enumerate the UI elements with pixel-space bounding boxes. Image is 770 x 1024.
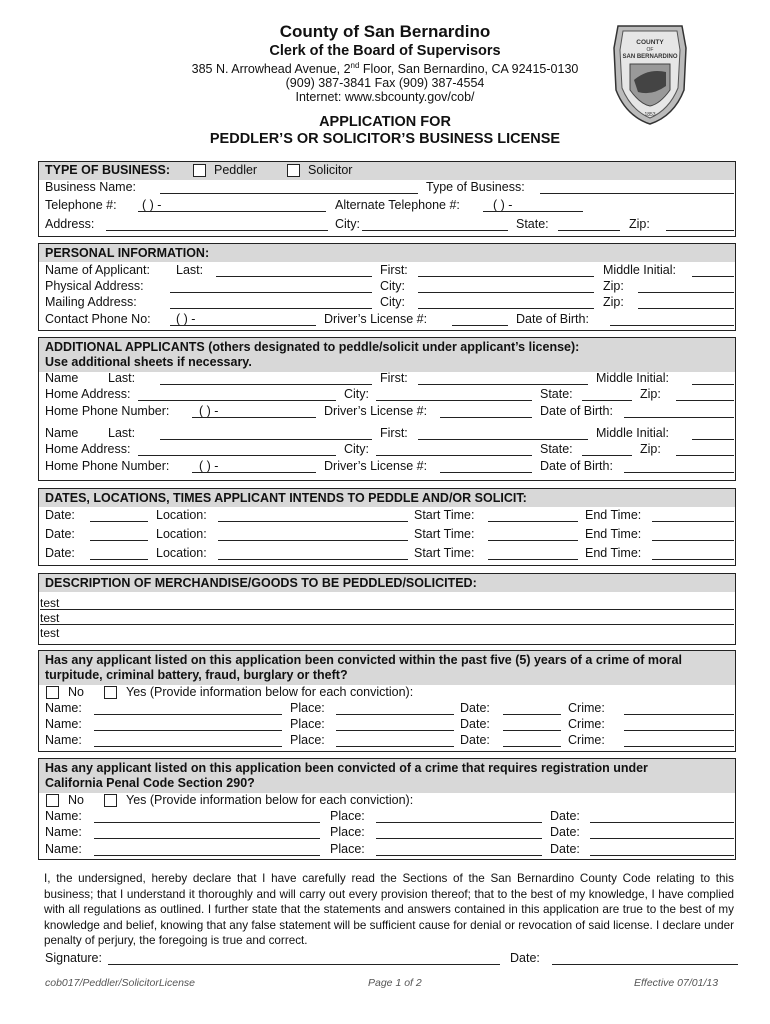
- add2-name-label: Name: [45, 426, 79, 440]
- conv1-row3-date-field[interactable]: [503, 746, 561, 747]
- conviction2-yes-label: Yes (Provide information below for each conviction):: [126, 793, 414, 807]
- add2-last-label: Last:: [108, 426, 136, 440]
- county-seal-icon: [608, 20, 692, 128]
- alt-telephone-label: Alternate Telephone #:: [335, 198, 460, 212]
- conv1-row2-place-label: Place:: [290, 717, 325, 731]
- effective-date: Effective 07/01/13: [634, 977, 719, 989]
- solicitor-checkbox[interactable]: [287, 164, 300, 177]
- description-line-1[interactable]: test: [40, 596, 60, 610]
- conv2-row2-place-label: Place:: [330, 825, 365, 839]
- conviction2-no-checkbox[interactable]: [46, 794, 59, 807]
- conviction1-no-checkbox[interactable]: [46, 686, 59, 699]
- mailing-zip-label: Zip:: [603, 295, 624, 309]
- add2-phone-label: Home Phone Number:: [45, 459, 170, 473]
- start1-label: Start Time:: [414, 508, 475, 522]
- conv1-row2-crime-label: Crime:: [568, 717, 605, 731]
- end2-label: End Time:: [585, 527, 642, 541]
- conv2-row3-place-field[interactable]: [376, 855, 542, 856]
- conv2-row1-name-label: Name:: [45, 809, 82, 823]
- location1-field[interactable]: [218, 521, 408, 522]
- conv1-row2-name-field[interactable]: [94, 730, 282, 731]
- date2-label: Date:: [45, 527, 75, 541]
- form-title-line2: PEDDLER’S OR SOLICITOR’S BUSINESS LICENSE: [209, 131, 561, 147]
- mailing-city-field[interactable]: [418, 308, 594, 309]
- add1-first-field[interactable]: [418, 384, 588, 385]
- conv1-row3-crime-field[interactable]: [624, 746, 734, 747]
- conv1-row3-date-label: Date:: [460, 733, 490, 747]
- add2-dl-field[interactable]: [440, 472, 532, 473]
- conv2-row3-name-label: Name:: [45, 842, 82, 856]
- physical-address-label: Physical Address:: [45, 279, 144, 293]
- add2-zip-label: Zip:: [640, 442, 661, 456]
- add1-phone-format: ( ) -: [199, 404, 219, 418]
- personal-info-title: PERSONAL INFORMATION:: [45, 246, 210, 260]
- conviction1-no-label: No: [68, 685, 84, 699]
- add1-middle-label: Middle Initial:: [596, 371, 669, 385]
- add2-state-label: State:: [540, 442, 573, 456]
- add2-middle-label: Middle Initial:: [596, 426, 669, 440]
- add1-state-field[interactable]: [582, 400, 632, 401]
- add1-phone-label: Home Phone Number:: [45, 404, 170, 418]
- type-of-business-field[interactable]: [540, 193, 734, 194]
- location3-label: Location:: [156, 546, 207, 560]
- drivers-license-label: Driver’s License #:: [324, 312, 428, 326]
- business-name-field[interactable]: [160, 193, 418, 194]
- drivers-license-field[interactable]: [452, 325, 508, 326]
- applicant-first-label: First:: [380, 263, 408, 277]
- contact-phone-field[interactable]: [170, 325, 316, 326]
- conv1-row3-place-field[interactable]: [336, 746, 454, 747]
- add2-zip-field[interactable]: [676, 455, 734, 456]
- business-address-field[interactable]: [106, 230, 328, 231]
- additional-title-line1: ADDITIONAL APPLICANTS (others designated to peddle/solicit under applicant’s license):: [45, 340, 580, 354]
- applicant-last-field[interactable]: [216, 276, 372, 277]
- physical-address-field[interactable]: [170, 292, 372, 293]
- add1-dob-field[interactable]: [624, 417, 734, 418]
- add2-phone-field[interactable]: [192, 472, 316, 473]
- add2-city-label: City:: [344, 442, 369, 456]
- conv2-row2-name-label: Name:: [45, 825, 82, 839]
- end3-label: End Time:: [585, 546, 642, 560]
- conv1-row2-place-field[interactable]: [336, 730, 454, 731]
- conv2-row1-name-field[interactable]: [94, 822, 320, 823]
- add1-home-address-label: Home Address:: [45, 387, 131, 401]
- clerk-title: Clerk of the Board of Supervisors: [269, 43, 501, 59]
- seal-text-name: SAN BERNARDINO: [622, 54, 678, 60]
- date3-field[interactable]: [90, 559, 148, 560]
- add1-zip-label: Zip:: [640, 387, 661, 401]
- contact-phone-format: ( ) -: [176, 312, 196, 326]
- date1-field[interactable]: [90, 521, 148, 522]
- start3-label: Start Time:: [414, 546, 475, 560]
- conv2-row3-date-field[interactable]: [590, 855, 734, 856]
- signature-field[interactable]: [108, 964, 500, 965]
- add1-first-label: First:: [380, 371, 408, 385]
- conv2-row3-date-label: Date:: [550, 842, 580, 856]
- telephone-format: ( ) -: [142, 198, 162, 212]
- start1-field[interactable]: [488, 521, 578, 522]
- add2-phone-format: ( ) -: [199, 459, 219, 473]
- add2-state-field[interactable]: [582, 455, 632, 456]
- mailing-zip-field[interactable]: [638, 308, 734, 309]
- applicant-middle-label: Middle Initial:: [603, 263, 676, 277]
- conv1-row2-crime-field[interactable]: [624, 730, 734, 731]
- add1-city-field[interactable]: [376, 400, 532, 401]
- conv1-row1-date-label: Date:: [460, 701, 490, 715]
- end2-field[interactable]: [652, 540, 734, 541]
- add2-city-field[interactable]: [376, 455, 532, 456]
- contact-phone-label: Contact Phone No:: [45, 312, 151, 326]
- office-internet: Internet: www.sbcounty.gov/cob/: [295, 90, 475, 104]
- add1-dl-label: Driver’s License #:: [324, 404, 428, 418]
- city-label: City:: [335, 217, 360, 231]
- conv1-row2-date-field[interactable]: [503, 730, 561, 731]
- location2-label: Location:: [156, 527, 207, 541]
- telephone-label: Telephone #:: [45, 198, 117, 212]
- add1-dob-label: Date of Birth:: [540, 404, 613, 418]
- form-title-line1: APPLICATION FOR: [319, 114, 451, 130]
- end1-label: End Time:: [585, 508, 642, 522]
- conviction2-question-line2: California Penal Code Section 290?: [45, 776, 255, 790]
- conv1-row3-name-label: Name:: [45, 733, 82, 747]
- add1-city-label: City:: [344, 387, 369, 401]
- conv1-row2-date-label: Date:: [460, 717, 490, 731]
- add1-name-label: Name: [45, 371, 79, 385]
- peddler-checkbox[interactable]: [193, 164, 206, 177]
- description-rule-1: [40, 609, 734, 610]
- conviction1-question-line1: Has any applicant listed on this application been convicted within the past five (5) years of a crime of moral: [45, 653, 682, 667]
- conviction2-question-line1: Has any applicant listed on this application been convicted of a crime that requires registration under: [45, 761, 648, 775]
- conv1-row3-crime-label: Crime:: [568, 733, 605, 747]
- add1-last-field[interactable]: [160, 384, 372, 385]
- date2-field[interactable]: [90, 540, 148, 541]
- conviction2-no-label: No: [68, 793, 84, 807]
- end3-field[interactable]: [652, 559, 734, 560]
- business-name-label: Business Name:: [45, 180, 137, 194]
- conv1-row3-name-field[interactable]: [94, 746, 282, 747]
- peddler-label: Peddler: [214, 163, 258, 177]
- page-number: Page 1 of 2: [368, 977, 422, 989]
- add2-first-field[interactable]: [418, 439, 588, 440]
- location1-label: Location:: [156, 508, 207, 522]
- location3-field[interactable]: [218, 559, 408, 560]
- conv1-row3-place-label: Place:: [290, 733, 325, 747]
- state-label: State:: [516, 217, 549, 231]
- alt-telephone-format: ( ) -: [493, 198, 513, 212]
- business-zip-field[interactable]: [666, 230, 734, 231]
- conv2-row3-place-label: Place:: [330, 842, 365, 856]
- description-line-3[interactable]: test: [40, 626, 60, 640]
- start2-field[interactable]: [488, 540, 578, 541]
- add2-home-address-field[interactable]: [138, 455, 336, 456]
- add2-dob-field[interactable]: [624, 472, 734, 473]
- signature-date-label: Date:: [510, 951, 540, 965]
- add1-state-label: State:: [540, 387, 573, 401]
- conv2-row2-date-field[interactable]: [590, 838, 734, 839]
- applicant-name-label: Name of Applicant:: [45, 263, 150, 277]
- description-line-2[interactable]: test: [40, 611, 60, 625]
- business-city-field[interactable]: [362, 230, 508, 231]
- address-label: Address:: [45, 217, 95, 231]
- office-address: 385 N. Arrowhead Avenue, 2nd Floor, San Bernardino, CA 92415-0130: [191, 61, 579, 77]
- add1-phone-field[interactable]: [192, 417, 316, 418]
- physical-zip-field[interactable]: [638, 292, 734, 293]
- add1-dl-field[interactable]: [440, 417, 532, 418]
- business-state-field[interactable]: [558, 230, 620, 231]
- type-of-business-field-label: Type of Business:: [426, 180, 525, 194]
- additional-title-line2: Use additional sheets if necessary.: [45, 355, 252, 369]
- start3-field[interactable]: [488, 559, 578, 560]
- physical-zip-label: Zip:: [603, 279, 624, 293]
- conv1-row1-name-field[interactable]: [94, 714, 282, 715]
- date3-label: Date:: [45, 546, 75, 560]
- conviction1-yes-label: Yes (Provide information below for each conviction):: [126, 685, 414, 699]
- add2-middle-field[interactable]: [692, 439, 734, 440]
- conv2-row1-place-label: Place:: [330, 809, 365, 823]
- conv2-row2-name-field[interactable]: [94, 838, 320, 839]
- add2-dob-label: Date of Birth:: [540, 459, 613, 473]
- conv1-row2-name-label: Name:: [45, 717, 82, 731]
- applicant-first-field[interactable]: [418, 276, 594, 277]
- seal-text-of: OF: [646, 47, 654, 53]
- add1-zip-field[interactable]: [676, 400, 734, 401]
- conviction1-question-line2: turpitude, criminal battery, fraud, burglary or theft?: [45, 668, 348, 682]
- seal-text-year: 1853: [644, 112, 656, 118]
- solicitor-label: Solicitor: [308, 163, 353, 177]
- applicant-last-label: Last:: [176, 263, 204, 277]
- zip-label: Zip:: [629, 217, 650, 231]
- mailing-address-field[interactable]: [170, 308, 372, 309]
- conv1-row1-place-label: Place:: [290, 701, 325, 715]
- dob-label: Date of Birth:: [516, 312, 589, 326]
- conviction2-yes-checkbox[interactable]: [104, 794, 117, 807]
- dates-title: DATES, LOCATIONS, TIMES APPLICANT INTENDS TO PEDDLE AND/OR SOLICIT:: [45, 491, 527, 505]
- seal-text-county: COUNTY: [636, 39, 664, 46]
- start2-label: Start Time:: [414, 527, 475, 541]
- mailing-address-label: Mailing Address:: [45, 295, 137, 309]
- add2-home-address-label: Home Address:: [45, 442, 131, 456]
- add2-first-label: First:: [380, 426, 408, 440]
- date1-label: Date:: [45, 508, 75, 522]
- form-id: cob017/Peddler/SolicitorLicense: [45, 977, 196, 989]
- add2-dl-label: Driver’s License #:: [324, 459, 428, 473]
- declaration-text: I, the undersigned, hereby declare that I have carefully read the Sections of the San Bernardino County Code relating to this business; that I understand it thoroughly and will carry out every provision thereof; that to the best of my knowledge, I have complied with all regulations as outlined. I further state that the statements and answers contained in this application are true to the best of my knowledge and belief, knowing that any false statement will be sufficient cause for denial or revocation of said license. I declare under penalty of perjury, the foregoing is true and correct.: [44, 872, 734, 947]
- signature-label: Signature:: [45, 951, 102, 965]
- physical-city-field[interactable]: [418, 292, 594, 293]
- office-phone: (909) 387-3841 Fax (909) 387-4554: [285, 76, 485, 90]
- conv1-row1-name-label: Name:: [45, 701, 82, 715]
- mailing-city-label: City:: [380, 295, 405, 309]
- physical-city-label: City:: [380, 279, 405, 293]
- conv2-row2-date-label: Date:: [550, 825, 580, 839]
- applicant-middle-field[interactable]: [692, 276, 734, 277]
- conv2-row1-place-field[interactable]: [376, 822, 542, 823]
- add2-last-field[interactable]: [160, 439, 372, 440]
- dob-field[interactable]: [610, 325, 734, 326]
- description-title: DESCRIPTION OF MERCHANDISE/GOODS TO BE PEDDLED/SOLICITED:: [45, 576, 477, 590]
- add1-middle-field[interactable]: [692, 384, 734, 385]
- telephone-field[interactable]: [138, 211, 326, 212]
- description-rule-2: [40, 624, 734, 625]
- conv2-row1-date-label: Date:: [550, 809, 580, 823]
- conv1-row1-place-field[interactable]: [336, 714, 454, 715]
- conv2-row3-name-field[interactable]: [94, 855, 320, 856]
- conv1-row1-date-field[interactable]: [503, 714, 561, 715]
- signature-date-field[interactable]: [552, 964, 738, 965]
- conv2-row2-place-field[interactable]: [376, 838, 542, 839]
- alt-telephone-field[interactable]: [483, 211, 583, 212]
- type-of-business-label: TYPE OF BUSINESS:: [45, 163, 171, 177]
- conv2-row1-date-field[interactable]: [590, 822, 734, 823]
- end1-field[interactable]: [652, 521, 734, 522]
- conv1-row1-crime-label: Crime:: [568, 701, 605, 715]
- conviction1-yes-checkbox[interactable]: [104, 686, 117, 699]
- location2-field[interactable]: [218, 540, 408, 541]
- county-name: County of San Bernardino: [279, 22, 491, 41]
- conv1-row1-crime-field[interactable]: [624, 714, 734, 715]
- add1-home-address-field[interactable]: [138, 400, 336, 401]
- add1-last-label: Last:: [108, 371, 136, 385]
